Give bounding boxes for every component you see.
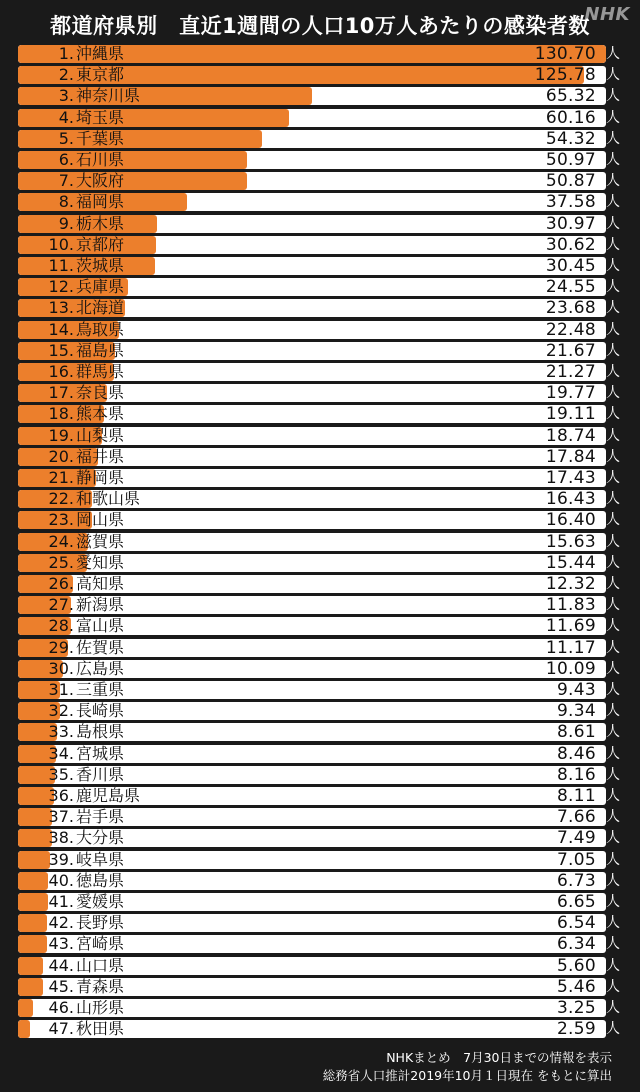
unit-label: 人 xyxy=(606,258,620,274)
rank-label: 30. xyxy=(48,658,74,678)
chart-row xyxy=(18,808,630,826)
prefecture-label: 茨城県 xyxy=(76,256,125,275)
value-label: 8.61 xyxy=(556,722,596,743)
chart-row xyxy=(18,935,630,953)
chart-row xyxy=(18,957,630,975)
prefecture-label: 北海道 xyxy=(76,298,125,318)
value-label: 10.09 xyxy=(545,658,596,679)
rank-label: 31. xyxy=(48,680,74,699)
chart-row xyxy=(18,109,630,127)
value-label: 5.46 xyxy=(556,976,596,997)
value-label: 7.49 xyxy=(556,828,596,849)
rank-label: 7. xyxy=(58,171,74,191)
value-label: 12.32 xyxy=(545,574,596,594)
prefecture-label: 福岡県 xyxy=(76,192,125,212)
chart-row xyxy=(18,45,630,63)
value-label: 9.34 xyxy=(556,701,596,722)
rank-label: 40. xyxy=(48,870,74,890)
chart-row xyxy=(18,681,630,699)
value-label: 125.78 xyxy=(534,65,596,86)
value-label: 6.73 xyxy=(556,870,596,891)
chart-row xyxy=(18,596,630,614)
chart-row xyxy=(18,575,630,593)
prefecture-label: 大阪府 xyxy=(76,171,125,191)
chart-row xyxy=(18,639,630,657)
rank-label: 5. xyxy=(58,128,74,148)
prefecture-label: 青森県 xyxy=(76,976,125,996)
prefecture-label: 高知県 xyxy=(76,574,125,593)
chart-row xyxy=(18,236,630,254)
chart-row xyxy=(18,490,630,508)
chart-row xyxy=(18,405,630,423)
unit-label: 人 xyxy=(606,215,620,232)
prefecture-label: 兵庫県 xyxy=(76,277,125,297)
rank-label: 44. xyxy=(48,955,74,975)
unit-label: 人 xyxy=(606,682,620,698)
chart-row xyxy=(18,130,630,148)
unit-label: 人 xyxy=(606,660,620,677)
unit-label: 人 xyxy=(606,364,620,380)
rank-label: 35. xyxy=(48,764,74,784)
rank-label: 32. xyxy=(48,701,74,721)
unit-label: 人 xyxy=(606,936,620,953)
prefecture-label: 沖縄県 xyxy=(76,44,125,63)
rank-label: 43. xyxy=(48,934,74,954)
prefecture-label: 福井県 xyxy=(76,446,125,466)
prefecture-label: 静岡県 xyxy=(76,468,125,487)
chart-row xyxy=(18,999,630,1017)
unit-label: 人 xyxy=(606,724,620,741)
bar-chart xyxy=(18,45,630,1045)
value-label: 19.11 xyxy=(545,404,596,425)
rank-label: 36. xyxy=(48,786,74,805)
unit-label: 人 xyxy=(606,130,620,147)
prefecture-label: 岐阜県 xyxy=(76,849,125,869)
value-label: 19.77 xyxy=(545,383,596,404)
rank-label: 29. xyxy=(48,637,74,657)
rank-label: 8. xyxy=(58,192,74,212)
prefecture-label: 三重県 xyxy=(76,680,125,699)
value-label: 17.43 xyxy=(545,468,596,488)
rank-label: 9. xyxy=(58,213,74,233)
chart-row xyxy=(18,702,630,720)
value-label: 6.34 xyxy=(556,934,596,955)
unit-label: 人 xyxy=(606,597,620,614)
prefecture-label: 和歌山県 xyxy=(76,489,141,509)
value-label: 6.65 xyxy=(556,892,596,912)
unit-label: 人 xyxy=(606,894,620,910)
value-label: 18.74 xyxy=(545,425,596,446)
prefecture-label: 東京都 xyxy=(76,65,125,85)
value-label: 54.32 xyxy=(545,128,596,149)
rank-label: 11. xyxy=(48,256,74,275)
prefecture-label: 福島県 xyxy=(76,340,125,360)
unit-label: 人 xyxy=(606,809,620,826)
rank-label: 1. xyxy=(58,44,74,63)
rank-label: 22. xyxy=(48,489,74,509)
value-label: 30.97 xyxy=(545,213,596,234)
unit-label: 人 xyxy=(606,342,620,359)
value-label: 16.40 xyxy=(545,510,596,531)
source-note-line1: NHKまとめ 7月30日までの情報を表示 xyxy=(386,1050,612,1065)
rank-label: 26. xyxy=(48,574,74,593)
rank-label: 12. xyxy=(48,277,74,297)
prefecture-label: 鳥取県 xyxy=(76,319,125,339)
chart-row xyxy=(18,1020,630,1038)
value-label: 15.44 xyxy=(545,552,596,573)
value-label: 22.48 xyxy=(545,319,596,340)
value-label: 50.87 xyxy=(545,171,596,192)
unit-label: 人 xyxy=(606,872,620,889)
value-label: 60.16 xyxy=(545,107,596,128)
chart-row xyxy=(18,363,630,381)
rank-label: 33. xyxy=(48,722,74,742)
chart-row xyxy=(18,893,630,911)
chart-row xyxy=(18,914,630,932)
prefecture-label: 山梨県 xyxy=(76,425,125,445)
chart-row xyxy=(18,766,630,784)
prefecture-label: 秋田県 xyxy=(76,1019,125,1039)
nhk-watermark-logo: NHK xyxy=(584,4,630,25)
unit-label: 人 xyxy=(606,300,620,317)
unit-label: 人 xyxy=(606,46,620,62)
unit-label: 人 xyxy=(606,470,620,486)
rank-label: 24. xyxy=(48,531,74,551)
chart-row xyxy=(18,533,630,551)
value-label: 50.97 xyxy=(545,150,596,170)
chart-row xyxy=(18,193,630,211)
rank-label: 25. xyxy=(48,552,74,572)
chart-row xyxy=(18,978,630,996)
prefecture-label: 埼玉県 xyxy=(76,107,125,127)
unit-label: 人 xyxy=(606,173,620,190)
prefecture-label: 宮城県 xyxy=(76,743,125,763)
prefecture-label: 千葉県 xyxy=(76,128,125,148)
chart-row xyxy=(18,172,630,190)
unit-label: 人 xyxy=(606,554,620,571)
value-label: 24.55 xyxy=(545,277,596,298)
rank-label: 37. xyxy=(48,807,74,827)
value-label: 130.70 xyxy=(534,44,596,64)
rank-label: 14. xyxy=(48,319,74,339)
chart-row xyxy=(18,617,630,635)
value-label: 2.59 xyxy=(556,1019,596,1040)
value-label: 65.32 xyxy=(545,86,596,107)
rank-label: 18. xyxy=(48,404,74,424)
prefecture-label: 山口県 xyxy=(76,955,125,975)
chart-row xyxy=(18,299,630,317)
chart-row xyxy=(18,257,630,275)
prefecture-label: 石川県 xyxy=(76,150,125,169)
value-label: 16.43 xyxy=(545,489,596,510)
rank-label: 45. xyxy=(48,976,74,996)
rank-label: 38. xyxy=(48,828,74,848)
unit-label: 人 xyxy=(606,639,620,656)
unit-label: 人 xyxy=(606,194,620,211)
unit-label: 人 xyxy=(606,109,620,126)
chart-row xyxy=(18,66,630,84)
chart-row xyxy=(18,87,630,105)
prefecture-label: 奈良県 xyxy=(76,383,125,403)
rank-label: 19. xyxy=(48,425,74,445)
rank-label: 17. xyxy=(48,383,74,403)
prefecture-label: 長崎県 xyxy=(76,701,125,721)
value-label: 23.68 xyxy=(545,298,596,319)
rank-label: 34. xyxy=(48,743,74,763)
value-label: 5.60 xyxy=(556,955,596,976)
prefecture-label: 大分県 xyxy=(76,828,125,848)
chart-row xyxy=(18,723,630,741)
rank-label: 23. xyxy=(48,510,74,530)
prefecture-label: 神奈川県 xyxy=(76,86,141,106)
value-label: 11.69 xyxy=(545,616,596,637)
chart-row xyxy=(18,151,630,169)
unit-label: 人 xyxy=(606,491,620,508)
unit-label: 人 xyxy=(606,279,620,296)
prefecture-label: 広島県 xyxy=(76,658,125,678)
rank-label: 41. xyxy=(48,892,74,911)
value-label: 6.54 xyxy=(556,913,596,934)
unit-label: 人 xyxy=(606,427,620,444)
chart-row xyxy=(18,829,630,847)
rank-label: 13. xyxy=(48,298,74,318)
unit-label: 人 xyxy=(606,448,620,465)
chart-row xyxy=(18,851,630,869)
chart-row xyxy=(18,511,630,529)
unit-label: 人 xyxy=(606,152,620,168)
rank-label: 47. xyxy=(48,1019,74,1039)
rank-label: 20. xyxy=(48,446,74,466)
page-title: 都道府県別 直近1週間の人口10万人あたりの感染者数 xyxy=(50,14,590,38)
chart-row xyxy=(18,215,630,233)
rank-label: 46. xyxy=(48,998,74,1017)
value-label: 37.58 xyxy=(545,192,596,213)
unit-label: 人 xyxy=(606,978,620,995)
prefecture-label: 滋賀県 xyxy=(76,531,125,551)
chart-row xyxy=(18,745,630,763)
prefecture-label: 香川県 xyxy=(76,764,125,784)
rank-label: 4. xyxy=(58,107,74,127)
value-label: 8.11 xyxy=(556,786,596,806)
unit-label: 人 xyxy=(606,703,620,720)
prefecture-label: 山形県 xyxy=(76,998,125,1017)
unit-label: 人 xyxy=(606,512,620,529)
unit-label: 人 xyxy=(606,1000,620,1016)
prefecture-label: 島根県 xyxy=(76,722,125,742)
unit-label: 人 xyxy=(606,406,620,423)
value-label: 30.62 xyxy=(545,234,596,255)
rank-label: 6. xyxy=(58,150,74,169)
unit-label: 人 xyxy=(606,576,620,592)
prefecture-label: 群馬県 xyxy=(76,362,125,381)
value-label: 7.05 xyxy=(556,849,596,870)
unit-label: 人 xyxy=(606,915,620,932)
unit-label: 人 xyxy=(606,533,620,550)
prefecture-label: 愛媛県 xyxy=(76,892,125,911)
prefecture-label: 宮崎県 xyxy=(76,934,125,954)
value-label: 17.84 xyxy=(545,446,596,467)
value-label: 8.46 xyxy=(556,743,596,764)
chart-row xyxy=(18,342,630,360)
prefecture-label: 徳島県 xyxy=(76,870,125,890)
unit-label: 人 xyxy=(606,618,620,635)
chart-row xyxy=(18,554,630,572)
value-label: 7.66 xyxy=(556,807,596,828)
value-label: 15.63 xyxy=(545,531,596,552)
unit-label: 人 xyxy=(606,88,620,105)
unit-label: 人 xyxy=(606,321,620,338)
rank-label: 28. xyxy=(48,616,74,636)
chart-row xyxy=(18,787,630,805)
prefecture-label: 富山県 xyxy=(76,616,125,636)
chart-row xyxy=(18,427,630,445)
unit-label: 人 xyxy=(606,766,620,783)
prefecture-label: 岡山県 xyxy=(76,510,125,530)
prefecture-label: 愛知県 xyxy=(76,552,125,572)
rank-label: 27. xyxy=(48,595,74,615)
prefecture-label: 栃木県 xyxy=(76,213,125,233)
unit-label: 人 xyxy=(606,67,620,84)
value-label: 3.25 xyxy=(556,998,596,1018)
rank-label: 10. xyxy=(48,234,74,254)
rank-label: 42. xyxy=(48,913,74,933)
prefecture-label: 長野県 xyxy=(76,913,125,933)
unit-label: 人 xyxy=(606,1021,620,1038)
unit-label: 人 xyxy=(606,745,620,762)
rank-label: 16. xyxy=(48,362,74,381)
value-label: 21.67 xyxy=(545,340,596,361)
unit-label: 人 xyxy=(606,788,620,804)
rank-label: 39. xyxy=(48,849,74,869)
chart-row xyxy=(18,384,630,402)
unit-label: 人 xyxy=(606,851,620,868)
unit-label: 人 xyxy=(606,830,620,847)
chart-row xyxy=(18,278,630,296)
chart-row xyxy=(18,660,630,678)
prefecture-label: 京都府 xyxy=(76,234,125,254)
chart-row xyxy=(18,448,630,466)
value-label: 8.16 xyxy=(556,764,596,785)
prefecture-label: 熊本県 xyxy=(76,404,125,424)
chart-row xyxy=(18,321,630,339)
prefecture-label: 鹿児島県 xyxy=(76,786,141,805)
rank-label: 2. xyxy=(58,65,74,85)
unit-label: 人 xyxy=(606,385,620,402)
rank-label: 3. xyxy=(58,86,74,106)
value-label: 30.45 xyxy=(545,256,596,276)
prefecture-label: 新潟県 xyxy=(76,595,125,615)
value-label: 11.17 xyxy=(545,637,596,658)
value-label: 9.43 xyxy=(556,680,596,700)
rank-label: 15. xyxy=(48,340,74,360)
unit-label: 人 xyxy=(606,236,620,253)
unit-label: 人 xyxy=(606,957,620,974)
prefecture-label: 岩手県 xyxy=(76,807,125,827)
chart-row xyxy=(18,469,630,487)
prefecture-label: 佐賀県 xyxy=(76,637,125,657)
value-label: 21.27 xyxy=(545,362,596,382)
rank-label: 21. xyxy=(48,468,74,487)
chart-row xyxy=(18,872,630,890)
source-note-line2: 総務省人口推計2019年10月１日現在 をもとに算出 xyxy=(322,1068,612,1083)
value-label: 11.83 xyxy=(545,595,596,616)
